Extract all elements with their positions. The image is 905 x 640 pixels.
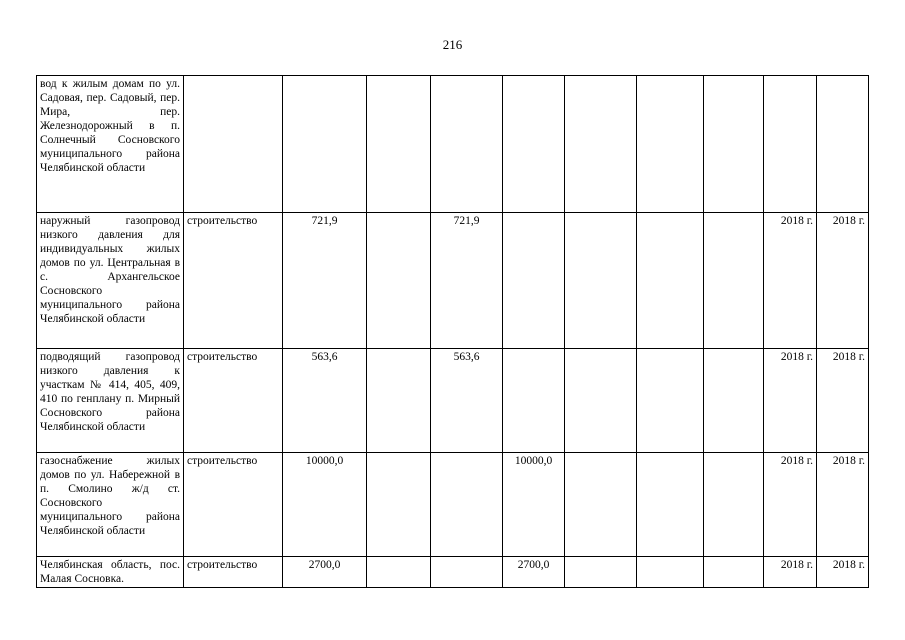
- total-cost-cell: 721,9: [283, 213, 367, 349]
- end-year-cell: 2018 г.: [817, 557, 869, 588]
- total-cost-cell: 10000,0: [283, 453, 367, 557]
- start-year-cell: 2018 г.: [764, 557, 817, 588]
- value-cell: [503, 213, 565, 349]
- value-cell: [637, 453, 704, 557]
- value-cell: [565, 213, 637, 349]
- work-type-cell: строительство: [184, 349, 283, 453]
- value-cell: [704, 76, 764, 213]
- page-number: 216: [442, 37, 463, 52]
- value-cell: [565, 76, 637, 213]
- value-cell: [637, 557, 704, 588]
- value-cell: [704, 213, 764, 349]
- total-cost-cell: [283, 76, 367, 213]
- value-cell: [431, 76, 503, 213]
- end-year-cell: [817, 76, 869, 213]
- value-cell: [367, 349, 431, 453]
- value-cell: 721,9: [431, 213, 503, 349]
- total-cost-cell: 2700,0: [283, 557, 367, 588]
- start-year-cell: 2018 г.: [764, 213, 817, 349]
- value-cell: [431, 557, 503, 588]
- value-cell: [367, 213, 431, 349]
- value-cell: 10000,0: [503, 453, 565, 557]
- value-cell: [565, 349, 637, 453]
- value-cell: [637, 213, 704, 349]
- table-row: [37, 76, 869, 213]
- value-cell: [565, 557, 637, 588]
- start-year-cell: 2018 г.: [764, 453, 817, 557]
- value-cell: [503, 76, 565, 213]
- value-cell: [704, 349, 764, 453]
- value-cell: [367, 76, 431, 213]
- value-cell: [704, 453, 764, 557]
- value-cell: [431, 453, 503, 557]
- value-cell: [565, 453, 637, 557]
- value-cell: [367, 557, 431, 588]
- work-type-cell: строительство: [184, 557, 283, 588]
- object-name-cell: Челябинская область, пос. Малая Сосновка.: [37, 557, 184, 588]
- object-name-cell: подводящий газопровод низкого давления к участкам № 414, 405, 409, 410 по генплану п. Мирный Сосновского района Челябинской области: [37, 349, 184, 453]
- start-year-cell: 2018 г.: [764, 349, 817, 453]
- table-row: [37, 213, 869, 349]
- table-row: [37, 349, 869, 453]
- start-year-cell: [764, 76, 817, 213]
- work-type-cell: строительство: [184, 213, 283, 349]
- value-cell: [503, 349, 565, 453]
- table-row: [37, 453, 869, 557]
- object-name-cell: газоснабжение жилых домов по ул. Набережной в п. Смолино ж/д ст. Сосновского муниципального района Челябинской области: [37, 453, 184, 557]
- value-cell: [367, 453, 431, 557]
- object-name-cell: вод к жилым домам по ул. Садовая, пер. Садовый, пер. Мира, пер. Железнодорожный в п. Солнечный Сосновского муниципального района Челябинской области: [37, 76, 184, 213]
- end-year-cell: 2018 г.: [817, 349, 869, 453]
- work-type-cell: строительство: [184, 453, 283, 557]
- table-row: [37, 557, 869, 588]
- value-cell: 563,6: [431, 349, 503, 453]
- work-type-cell: [184, 76, 283, 213]
- value-cell: [637, 349, 704, 453]
- total-cost-cell: 563,6: [283, 349, 367, 453]
- end-year-cell: 2018 г.: [817, 453, 869, 557]
- value-cell: [637, 76, 704, 213]
- value-cell: 2700,0: [503, 557, 565, 588]
- investment-table: [36, 75, 869, 588]
- value-cell: [704, 557, 764, 588]
- object-name-cell: наружный газопровод низкого давления для индивидуальных жилых домов по ул. Центральная в с. Архангельское Сосновского муниципального района Челябинской области: [37, 213, 184, 349]
- end-year-cell: 2018 г.: [817, 213, 869, 349]
